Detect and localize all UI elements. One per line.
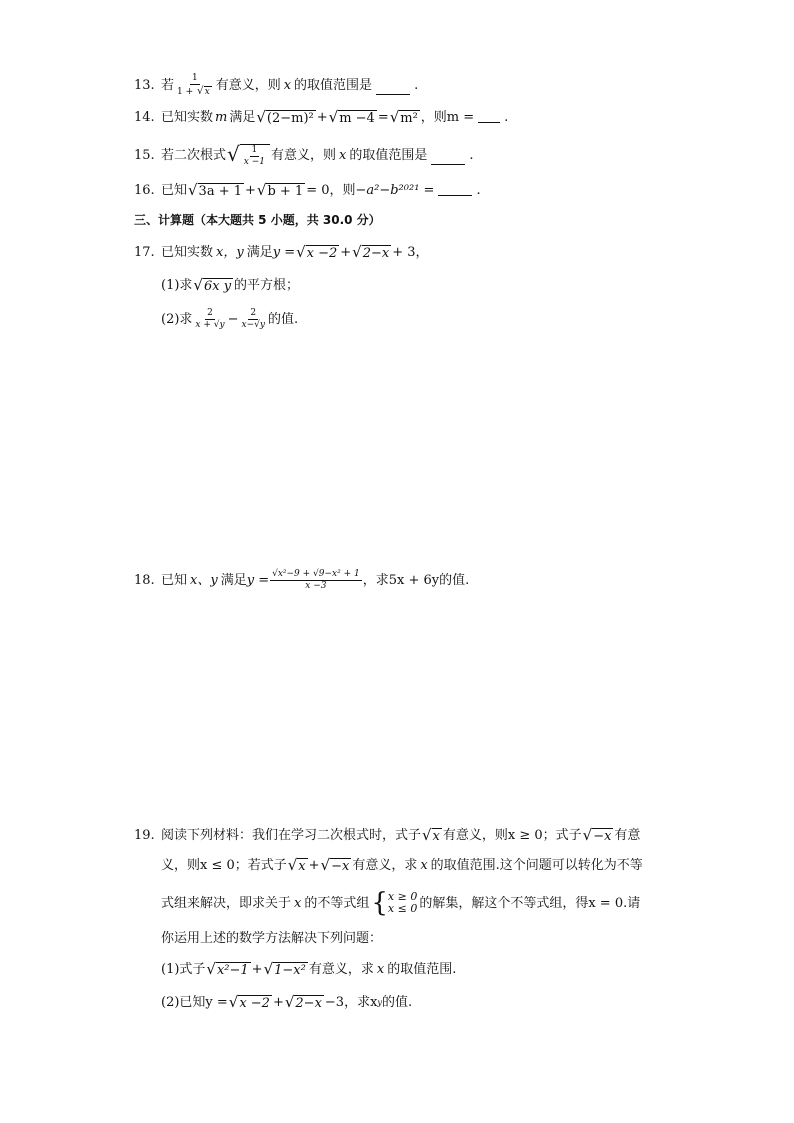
denominator: x −3 <box>305 581 327 591</box>
part-text: 的值. <box>267 312 299 327</box>
operator: + <box>308 858 320 873</box>
denominator: x−√y <box>241 320 265 330</box>
question-15 <box>134 144 474 167</box>
brace-icon: { <box>371 888 388 918</box>
sqrt: √ $\frac{1}{x -1}$ <box>227 144 270 167</box>
q18-text: 已知 <box>161 573 188 588</box>
q18-text-2: 满足 <box>220 573 247 588</box>
fraction <box>193 309 226 330</box>
question-19-line-3 <box>161 890 640 916</box>
period: . <box>469 148 474 163</box>
question-19-line-2 <box>161 858 643 873</box>
fraction <box>242 146 267 167</box>
q18-text-3: ，求5x + 6y的值. <box>362 573 470 588</box>
question-number: 13. <box>134 78 155 93</box>
radicand: x <box>298 859 306 874</box>
part-label: (2)求 <box>161 312 193 327</box>
variable: x <box>294 895 302 911</box>
radicand: b + 1 <box>267 184 304 199</box>
inequality-row: x ≤ 0 <box>387 902 418 915</box>
question-number: 19. <box>134 828 155 843</box>
radicand: −x <box>331 859 350 874</box>
q15-text: 若二次根式 <box>161 148 227 163</box>
part-text-2: 的取值范围. <box>387 962 457 977</box>
sqrt: √ 3a + 1 <box>188 181 242 199</box>
expression: y = <box>272 245 296 260</box>
question-19-line-4 <box>161 932 382 945</box>
radicand <box>240 144 270 167</box>
q19-text: 式组来解决，即求关于 <box>161 895 292 911</box>
radicand: (2−m)² <box>266 111 314 126</box>
answer-blank[interactable] <box>478 121 500 123</box>
q13-text-3: 的取值范围是 <box>294 78 373 93</box>
question-number: 14. <box>134 110 155 125</box>
q19-text: 义，则x ≤ 0；若式子 <box>161 858 287 873</box>
radicand: 3a + 1 <box>198 184 242 199</box>
sqrt: √ b + 1 <box>256 181 304 199</box>
q19-text-3: 的解集，解这个不等式组，得x = 0.请 <box>419 895 641 911</box>
answer-blank[interactable] <box>438 194 472 196</box>
q15-text-3: 的取值范围是 <box>349 148 428 163</box>
radicand: m² <box>400 111 418 126</box>
part-label: (1)求 <box>161 278 193 293</box>
q17-text-2: 满足 <box>246 245 273 260</box>
exponent: y <box>377 997 382 1007</box>
question-18 <box>134 570 469 591</box>
part-label: (2)已知y = <box>161 995 228 1010</box>
radicand: x <box>204 87 210 97</box>
q19-text-3: 有意 <box>614 828 641 843</box>
period: . <box>414 78 419 93</box>
fraction <box>240 309 267 330</box>
q19-part-1 <box>161 962 456 977</box>
fraction <box>175 74 215 97</box>
q19-text-3: 的取值范围.这个问题可以转化为不等 <box>430 858 643 873</box>
inequality-system <box>371 890 417 916</box>
variables: x，y <box>216 245 244 260</box>
sqrt: √ −x <box>582 826 612 844</box>
q19-part-2 <box>161 995 412 1010</box>
operator: + <box>272 995 284 1010</box>
variable: m <box>215 110 228 125</box>
numerator: 1 <box>251 145 258 155</box>
answer-blank[interactable] <box>431 163 465 165</box>
numerator: √x²−9 + √9−x² + 1 <box>272 569 360 579</box>
radicand: −x <box>593 829 612 844</box>
part-text-2: 的值. <box>381 995 413 1010</box>
denominator-part: 1 + <box>177 87 197 97</box>
question-19-line-1 <box>134 828 640 843</box>
radicand: x <box>432 829 440 844</box>
q17-part-2 <box>161 309 298 330</box>
radicand: 2−x <box>295 996 322 1011</box>
radicand: 1−x² <box>274 963 306 978</box>
operator: = <box>377 110 389 125</box>
radicand: x²−1 <box>216 963 249 978</box>
question-number: 15. <box>134 148 155 163</box>
sqrt: √ m² <box>389 108 418 126</box>
question-16 <box>134 183 481 198</box>
denominator: x + √y <box>195 320 225 330</box>
denominator <box>175 85 215 97</box>
sqrt: √ x −2 <box>296 243 338 261</box>
question-17 <box>134 245 429 260</box>
variable: x <box>283 78 292 93</box>
q16-text-2: = 0，则 <box>306 183 356 198</box>
period: . <box>504 110 509 125</box>
numerator: 2 <box>250 308 257 318</box>
q16-text: 已知 <box>161 183 188 198</box>
q17-part-1 <box>161 278 299 293</box>
q14-text-2: 满足 <box>229 110 256 125</box>
section-title: 三、计算题（本大题共 5 小题，共 30.0 分） <box>134 213 381 227</box>
part-text: 的平方根； <box>234 278 300 293</box>
radicand: x −2 <box>239 996 270 1011</box>
q15-text-2: 有意义，则 <box>270 148 336 163</box>
numerator: 2 <box>207 308 213 318</box>
inequality-row: x ≥ 0 <box>387 890 418 904</box>
sqrt: √ x <box>287 856 306 874</box>
q19-text-2: 有意义，则x ≥ 0；式子 <box>442 828 582 843</box>
operator: + <box>316 110 328 125</box>
q19-text: 你运用上述的数学方法解决下列问题： <box>161 931 383 946</box>
operator: + <box>340 245 352 260</box>
answer-blank[interactable] <box>376 93 410 95</box>
fraction <box>270 570 362 591</box>
operator: − <box>227 312 239 327</box>
q19-text-2: 的不等式组 <box>304 895 370 911</box>
period: . <box>476 183 481 198</box>
q17-text-3: + 3， <box>392 245 429 260</box>
variable: x <box>339 148 347 163</box>
variables: x、y <box>190 573 218 588</box>
operator: + <box>245 183 256 198</box>
q17-text: 已知实数 <box>161 245 214 260</box>
operator: + <box>251 962 263 977</box>
expression: −a²−b²⁰²¹ = <box>355 183 435 198</box>
sqrt: √ x <box>197 85 210 97</box>
radicand: 6x y <box>203 279 232 294</box>
radicand: 2−x <box>362 246 390 261</box>
q13-text: 若 <box>161 78 175 93</box>
q14-text-3: ，则m = <box>420 110 475 125</box>
radicand: x −2 <box>306 246 338 261</box>
sqrt: √ 2−x <box>284 993 322 1011</box>
sqrt: √ x²−1 <box>206 960 249 978</box>
sqrt: √ 6x y <box>193 276 232 294</box>
sqrt: √ x −2 <box>228 993 270 1011</box>
sqrt: √ m −4 <box>328 108 375 126</box>
question-number: 16. <box>134 183 155 198</box>
question-13 <box>134 74 418 97</box>
q13-text-2: 有意义，则 <box>215 78 281 93</box>
numerator: 1 <box>191 73 198 83</box>
part-text: −3，求x <box>324 995 378 1010</box>
q19-text: 阅读下列材料：我们在学习二次根式时，式子 <box>161 828 422 843</box>
denominator: x −1 <box>243 157 265 167</box>
question-14 <box>134 110 508 125</box>
variable: x <box>420 858 428 873</box>
radicand: m −4 <box>339 111 375 126</box>
sqrt: √ x <box>422 826 440 844</box>
part-label: (1)式子 <box>161 962 206 977</box>
expression: y = <box>246 573 270 588</box>
q14-text: 已知实数 <box>161 110 214 125</box>
sqrt: √ 2−x <box>352 243 390 261</box>
question-number: 18. <box>134 573 155 588</box>
variable: x <box>376 962 385 977</box>
q19-text-2: 有意义，求 <box>352 858 418 873</box>
question-number: 17. <box>134 245 155 260</box>
sqrt: √ 1−x² <box>263 960 306 978</box>
part-text: 有意义，求 <box>308 962 374 977</box>
section-header <box>134 214 381 226</box>
sqrt: √ (2−m)² <box>256 108 314 126</box>
sqrt: √ −x <box>320 856 350 874</box>
